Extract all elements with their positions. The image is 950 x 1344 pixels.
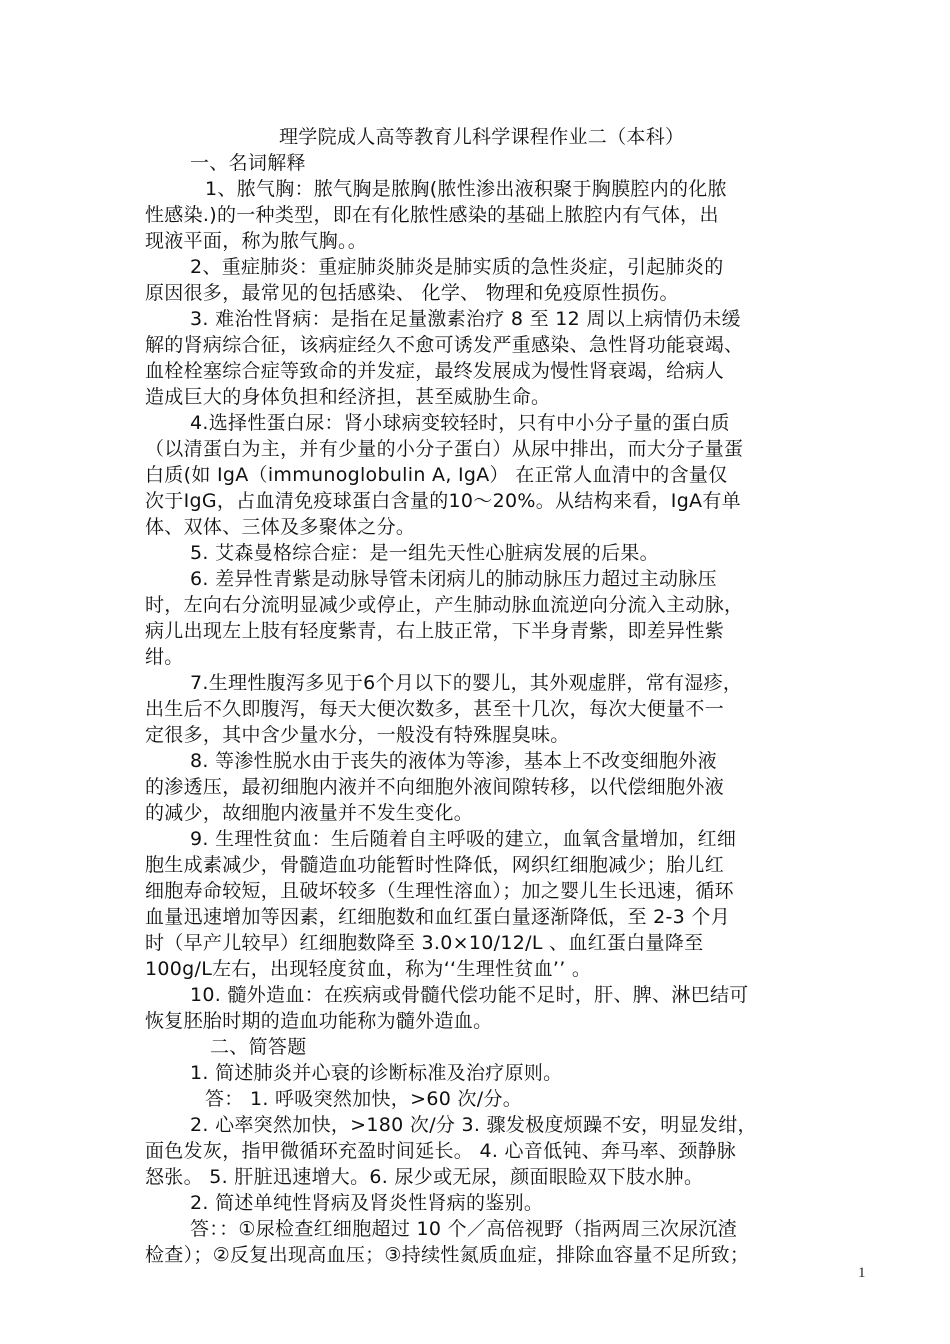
text-line: 9. 生理性贫血：生后随着自主呼吸的建立，血氧含量增加，红细 bbox=[190, 828, 737, 850]
text-line: 的减少，故细胞内液量并不发生变化。 bbox=[145, 802, 474, 824]
text-line: 解的肾病综合征，该病症经久不愈可诱发严重感染、急性肾功能衰竭、 bbox=[145, 334, 744, 356]
text-line: 2. 心率突然加快，>180 次/分 3. 骤发极度烦躁不安，明显发绀， bbox=[190, 1114, 757, 1136]
text-line: 7.生理性腹泻多见于6个月以下的婴儿，其外观虚胖，常有湿疹， bbox=[190, 672, 743, 694]
text-line: 血栓栓塞综合症等致命的并发症，最终发展成为慢性肾衰竭，给病人 bbox=[145, 360, 725, 382]
text-line: 面色发灰，指甲微循环充盈时间延长。 4. 心音低钝、奔马率、颈静脉 bbox=[145, 1140, 737, 1162]
text-line: 绀。 bbox=[145, 646, 184, 668]
text-line: 恢复胚胎时期的造血功能称为髓外造血。 bbox=[145, 1010, 493, 1032]
document-title: 理学院成人高等教育儿科学课程作业二（本科） bbox=[279, 126, 685, 148]
text-line: 100g/L左右，出现轻度贫血，称为‘‘生理性贫血’’ 。 bbox=[145, 958, 592, 980]
text-line: （以清蛋白为主，并有少量的小分子蛋白）从尿中排出，而大分子量蛋 bbox=[145, 438, 744, 460]
text-line: 定很多，其中含少量水分，一般没有特殊腥臭味。 bbox=[145, 724, 570, 746]
text-line: 检查）；②反复出现高血压；③持续性氮质血症，排除血容量不足所致； bbox=[145, 1244, 750, 1266]
section-heading: 二、简答题 bbox=[210, 1036, 307, 1058]
text-line: 1. 简述肺炎并心衰的诊断标准及治疗原则。 bbox=[190, 1062, 563, 1084]
text-line: 答：：①尿检查红细胞超过 10 个／高倍视野（指两周三次尿沉渣 bbox=[190, 1218, 738, 1240]
text-line: 的渗透压，最初细胞内液并不向细胞外液间隙转移，以代偿细胞外液 bbox=[145, 776, 725, 798]
text-line: 1、脓气胸：脓气胸是脓胸(脓性渗出液积聚于胸膜腔内的化脓 bbox=[205, 178, 727, 200]
text-line: 5. 艾森曼格综合症：是一组先天性心脏病发展的后果。 bbox=[190, 542, 659, 564]
text-line: 血量迅速增加等因素，红细胞数和血红蛋白量逐渐降低，至 2-3 个月 bbox=[145, 906, 731, 928]
text-line: 原因很多，最常见的包括感染、 化学、 物理和免疫原性损伤。 bbox=[145, 282, 679, 304]
text-line: 白质(如 IgA（immunoglobulin A, IgA） 在正常人血清中的含量仅 bbox=[145, 464, 728, 486]
text-line: 次于IgG，占血清免疫球蛋白含量的10～20%。从结构来看，IgA有单 bbox=[145, 490, 741, 512]
text-line: 时，左向右分流明显减少或停止，产生肺动脉血流逆向分流入主动脉， bbox=[145, 594, 744, 616]
section-heading: 一、名词解释 bbox=[190, 152, 306, 174]
text-line: 胞生成素减少，骨髓造血功能暂时性降低，网织红细胞减少；胎儿红 bbox=[145, 854, 725, 876]
text-line: 10. 髓外造血：在疾病或骨髓代偿功能不足时，肝、脾、淋巴结可 bbox=[190, 984, 749, 1006]
text-line: 细胞寿命较短，且破坏较多（生理性溶血）；加之婴儿生长迅速，循环 bbox=[145, 880, 734, 902]
text-line: 时（早产儿较早）红细胞数降至 3.0×10/12/L 、血红蛋白量降至 bbox=[145, 932, 704, 954]
text-line: 2. 简述单纯性肾病及肾炎性肾病的鉴别。 bbox=[190, 1192, 544, 1214]
text-line: 造成巨大的身体负担和经济担，甚至威胁生命。 bbox=[145, 386, 551, 408]
page-number: 1 bbox=[858, 1265, 866, 1281]
text-line: 2、重症肺炎：重症肺炎肺炎是肺实质的急性炎症，引起肺炎的 bbox=[190, 256, 724, 278]
text-line: 出生后不久即腹泻，每天大便次数多，甚至十几次，每次大便量不一 bbox=[145, 698, 725, 720]
text-line: 8. 等渗性脱水由于丧失的液体为等渗，基本上不改变细胞外液 bbox=[190, 750, 717, 772]
text-line: 怒张。 5. 肝脏迅速增大。6. 尿少或无尿，颜面眼睑双下肢水肿。 bbox=[145, 1166, 704, 1188]
text-line: 6. 差异性青紫是动脉导管未闭病儿的肺动脉压力超过主动脉压 bbox=[190, 568, 717, 590]
text-line: 病儿出现左上肢有轻度紫青，右上肢正常，下半身青紫，即差异性紫 bbox=[145, 620, 725, 642]
text-line: 答： 1. 呼吸突然加快，>60 次/分。 bbox=[205, 1088, 523, 1110]
text-line: 体、双体、三体及多聚体之分。 bbox=[145, 516, 416, 538]
text-line: 现液平面，称为脓气胸。。 bbox=[145, 230, 368, 252]
text-line: 3. 难治性肾病：是指在足量激素治疗 8 至 12 周以上病情仍未缓 bbox=[190, 308, 741, 330]
text-line: 性感染.)的一种类型，即在有化脓性感染的基础上脓腔内有气体，出 bbox=[145, 204, 719, 226]
text-line: 4.选择性蛋白尿：肾小球病变较轻时，只有中小分子量的蛋白质 bbox=[190, 412, 730, 434]
